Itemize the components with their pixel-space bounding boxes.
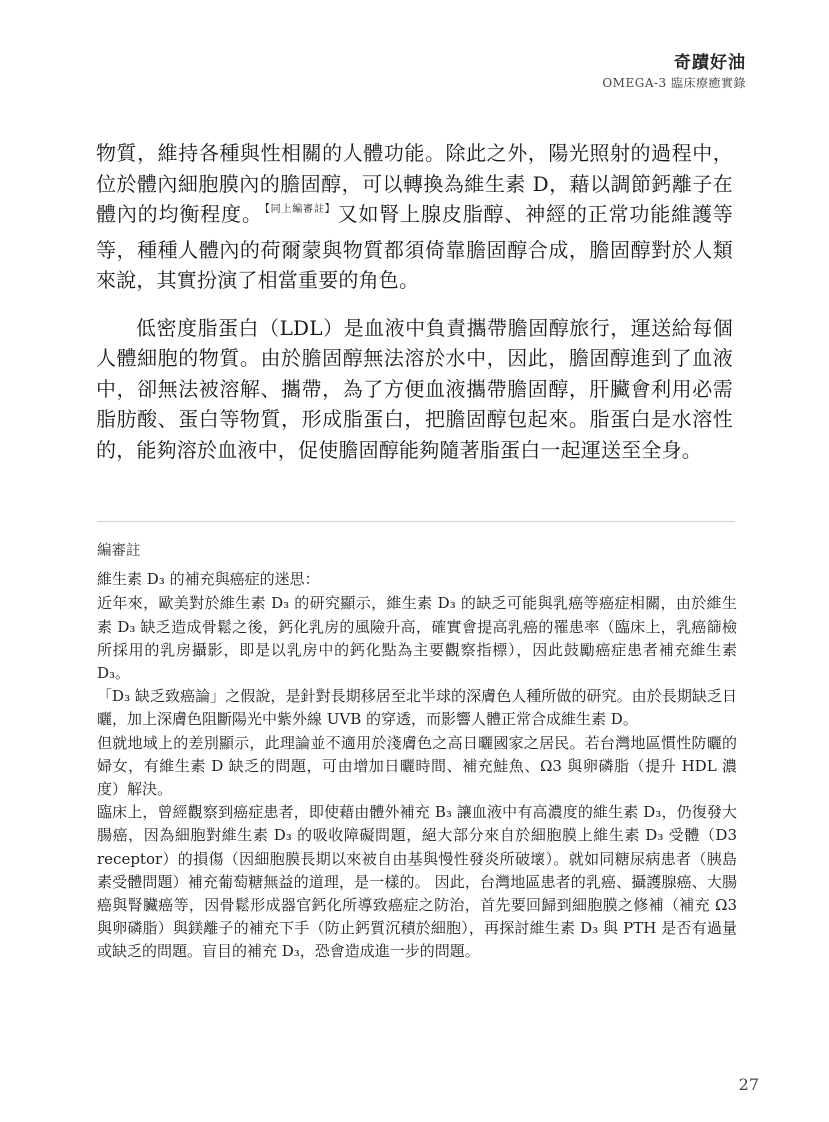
- note-paragraph: 近年來，歐美對於維生素 D₃ 的研究顯示，維生素 D₃ 的缺乏可能與乳癌等癌症相關，由於維生素 D₃ 缺乏造成骨鬆之後，鈣化乳房的風險升高，確實會提高乳癌的罹患率（臨床上，乳癌篩檢所採用的乳房攝影，即是以乳房中的鈣化點為主要觀察指標），因此鼓勵癌症患者補充維生素 D₃。: [97, 594, 737, 683]
- note-paragraph: 但就地域上的差別顯示，此理論並不適用於淺膚色之高日曬國家之居民。若台灣地區慣性防曬的婦女，有維生素 D 缺乏的問題，可由增加日曬時間、補充鮭魚、Ω3 與卵磷脂（提升 HDL 濃度）解決。: [97, 733, 737, 799]
- book-title: 奇蹟好油: [674, 53, 746, 73]
- body-paragraph-1: [96, 138, 733, 296]
- paragraph-1-part-b: 又如腎上腺皮脂醇、神經的正常功能維護等等，種種人體內的荷爾蒙與物質都須倚靠膽固醇合成，膽固醇對於人類來說，其實扮演了相當重要的角色。: [96, 202, 733, 292]
- paragraph-1-part-a: 物質，維持各種與性相關的人體功能。除此之外，陽光照射的過程中，位於體內細胞膜內的膽固醇，可以轉換為維生素 D，藉以調節鈣離子在體內的均衡程度。: [96, 141, 733, 226]
- body-paragraph-2: 低密度脂蛋白（LDL）是血液中負責攜帶膽固醇旅行，運送給每個人體細胞的物質。由於膽固醇無法溶於水中，因此，膽固醇進到了血液中，卻無法被溶解、攜帶，為了方便血液攜帶膽固醇，肝臟會利用必需脂肪酸、蛋白等物質，形成脂蛋白，把膽固醇包起來。脂蛋白是水溶性的，能夠溶於血液中，促使膽固醇能夠隨著脂蛋白一起運送至全身。: [96, 315, 733, 462]
- editor-notes-section: [97, 540, 737, 964]
- editor-notes-heading: 維生素 D₃ 的補充與癌症的迷思：: [97, 570, 320, 589]
- note-paragraph: 臨床上，曾經觀察到癌症患者，即使藉由體外補充 B₃ 讓血液中有高濃度的維生素 D₃，仍復發大腸癌，因為細胞對維生素 D₃ 的吸收障礙問題，絕大部分來自於細胞膜上維生素 D₃ 受體（D3 receptor）的損傷（因細胞膜長期以來被自由基與慢性發炎所破壞）。就如同糖尿病患者（胰島素受體問題）補充葡萄糖無益的道理，是一樣的。 因此，台灣地區患者的乳癌、攝護腺癌、大腸癌與腎臟癌等，因骨鬆形成器官鈣化所導致癌症之防治，首先要回歸到細胞膜之修補（補充 Ω3 與卵磷脂）與鎂離子的補充下手（防止鈣質沉積於細胞），再探討維生素 D₃ 與 PTH 是否有過量或缺乏的問題。盲目的補充 D₃，恐會造成進一步的問題。: [97, 803, 737, 961]
- page-number: 27: [738, 1075, 759, 1094]
- note-paragraph: 「D₃ 缺乏致癌論」之假說，是針對長期移居至北半球的深膚色人種所做的研究。由於長期缺乏日曬，加上深膚色阻斷陽光中紫外線 UVB 的穿透，而影響人體正常合成維生素 D。: [97, 687, 737, 729]
- editor-notes-label: 編審註: [97, 543, 141, 559]
- footnote-divider: [97, 521, 735, 522]
- running-header: [602, 52, 746, 92]
- main-body-text: [96, 138, 733, 465]
- book-subtitle: OMEGA-3 臨床療癒實錄: [602, 76, 746, 90]
- editor-note-reference: 【同上編審註】: [264, 204, 336, 215]
